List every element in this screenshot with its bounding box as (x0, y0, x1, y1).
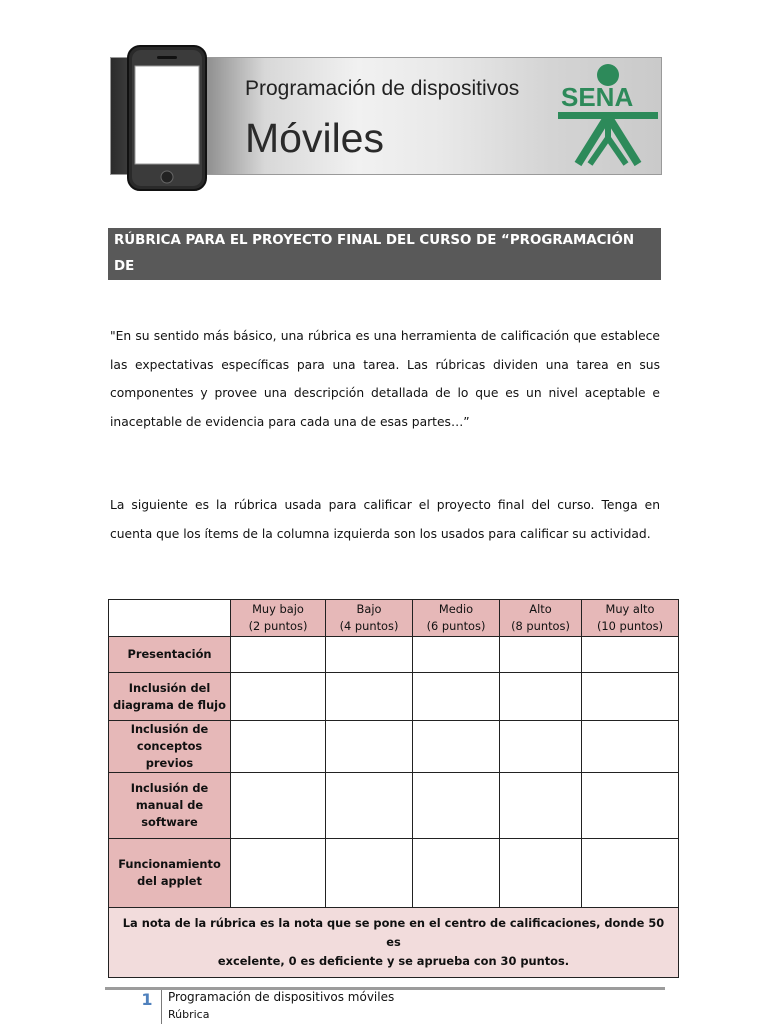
document-title-line-2: DISPOSITIVOS MÓVILES” (469, 285, 657, 300)
sena-logo-icon (556, 60, 660, 172)
footer-title: Programación de dispositivos móviles (168, 990, 395, 1004)
score-cell (582, 839, 679, 908)
score-cell (500, 839, 582, 908)
level-alto: Alto (8 puntos) (500, 600, 582, 637)
table-row (109, 637, 679, 673)
level-medio: Medio (6 puntos) (413, 600, 500, 637)
criterion-presentacion: Presentación (109, 637, 231, 673)
score-cell (413, 839, 500, 908)
score-cell (326, 839, 413, 908)
score-cell (231, 673, 326, 721)
criterion-diagrama-de-flujo: Inclusión del diagrama de flujo (109, 673, 231, 721)
score-cell (231, 773, 326, 839)
smartphone-icon (126, 44, 208, 192)
score-cell (500, 637, 582, 673)
sena-logo-text: SENA (561, 82, 634, 112)
rubric-footer-row (109, 908, 679, 978)
score-cell (231, 721, 326, 773)
criterion-funcionamiento-applet: Funcionamiento del applet (109, 839, 231, 908)
table-row (109, 673, 679, 721)
score-cell (582, 637, 679, 673)
footer-vertical-divider (161, 990, 162, 1024)
score-cell (413, 673, 500, 721)
score-cell (326, 773, 413, 839)
score-cell (413, 773, 500, 839)
score-cell (413, 721, 500, 773)
score-cell (326, 721, 413, 773)
score-cell (500, 773, 582, 839)
table-row (109, 839, 679, 908)
score-cell (231, 637, 326, 673)
score-cell (326, 637, 413, 673)
score-cell (500, 721, 582, 773)
score-cell (582, 721, 679, 773)
rubric-grading-note: La nota de la rúbrica es la nota que se pone en el centro de calificaciones, donde 50 es excelente, 0 es deficiente y se aprueba con 30 puntos. (109, 908, 679, 978)
score-cell (582, 773, 679, 839)
level-muy-bajo: Muy bajo (2 puntos) (231, 600, 326, 637)
banner-subtitle: Programación de dispositivos (245, 77, 520, 100)
table-row (109, 773, 679, 839)
score-cell (231, 839, 326, 908)
score-cell (413, 637, 500, 673)
level-bajo: Bajo (4 puntos) (326, 600, 413, 637)
document-title-line-1: RÚBRICA PARA EL PROYECTO FINAL DEL CURSO DE “PROGRAMACIÓN DE (114, 233, 635, 274)
rubric-corner-cell (109, 600, 231, 637)
document-title (108, 228, 661, 300)
score-cell (326, 673, 413, 721)
footer-subtitle: Rúbrica (168, 1008, 210, 1021)
criterion-conceptos-previos: Inclusión de conceptos previos (109, 721, 231, 773)
rubric-header-row (109, 600, 679, 637)
level-muy-alto: Muy alto (10 puntos) (582, 600, 679, 637)
rubric-table (108, 599, 679, 978)
criterion-manual-de-software: Inclusión de manual de software (109, 773, 231, 839)
rubric-definition-quote: "En su sentido más básico, una rúbrica es una herramienta de calificación que establece las expectativas específicas para una tarea. Las rúbricas dividen una tarea en sus componentes y provee una descripción detallada de lo que es un nivel aceptable e inaceptable de evidencia para cada una de esas partes…” (110, 329, 660, 429)
rubric-intro-paragraph: La siguiente es la rúbrica usada para calificar el proyecto final del curso. Tenga en cuenta que los ítems de la columna izquierda son los usados para calificar su actividad. (110, 498, 660, 541)
table-row (109, 721, 679, 773)
page-number: 1 (141, 990, 153, 1009)
score-cell (500, 673, 582, 721)
score-cell (582, 673, 679, 721)
banner-title: Móviles (245, 115, 384, 161)
